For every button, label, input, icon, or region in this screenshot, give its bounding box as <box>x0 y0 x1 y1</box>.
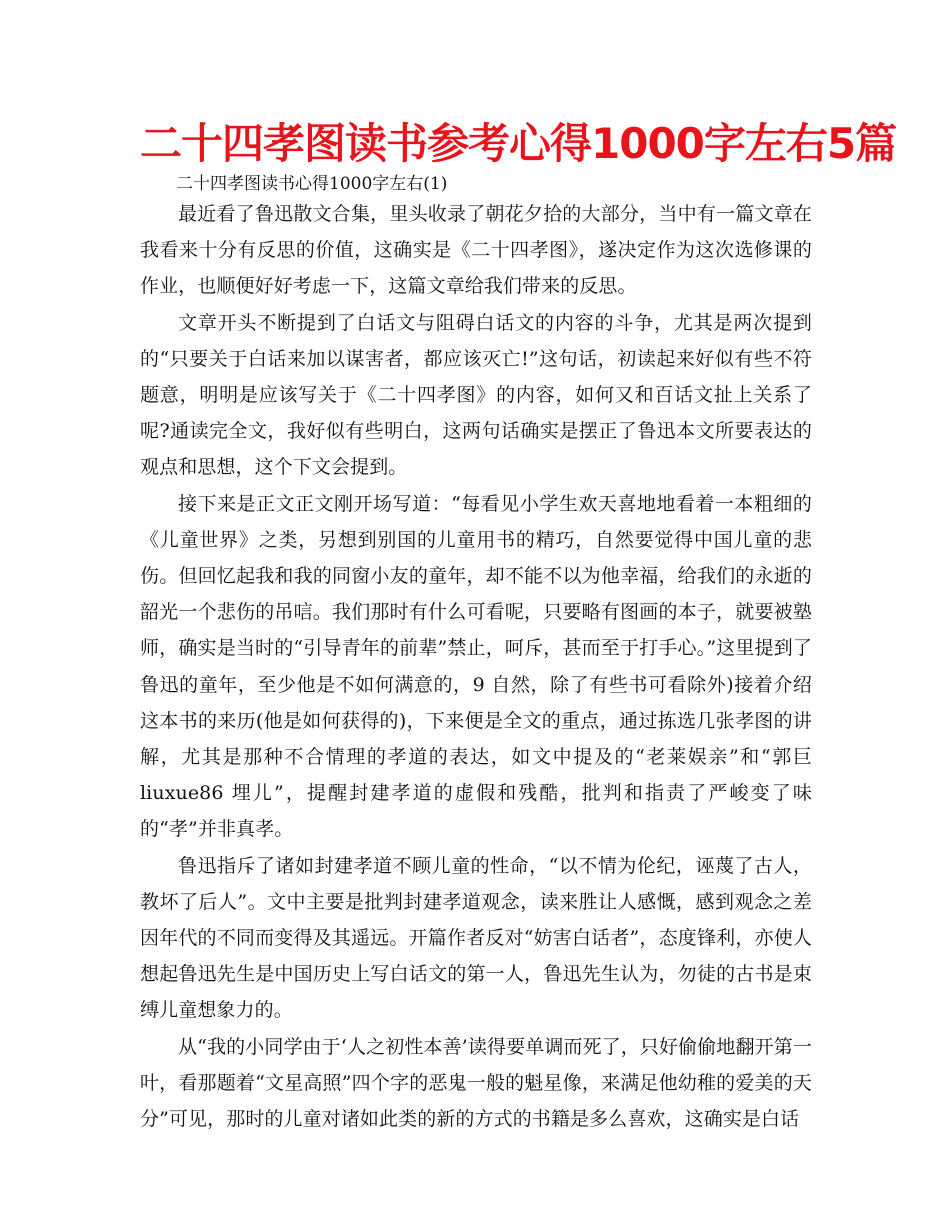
section-subtitle: 二十四孝图读书心得1000字左右(1) <box>176 174 448 194</box>
paragraph: 文章开头不断提到了白话文与阻碍白话文的内容的斗争，尤其是两次提到的“只要关于白话来加以谋害者，都应该灭亡!”这句话，初读起来好似有些不符题意，明明是应该写关于《二十四孝图》的内容，如何又和百话文扯上关系了呢?通读完全文，我好似有些明白，这两句话确实是摆正了鲁迅本文所要表达的观点和思想，这个下文会提到。 <box>140 311 812 479</box>
paragraph: 鲁迅指斥了诸如封建孝道不顾儿童的性命，“以不情为伦纪，诬蔑了古人，教坏了后人”。文中主要是批判封建孝道观念，读来胜让人感慨，感到观念之差因年代的不同而变得及其遥远。开篇作者反对“妨害白话者”，态度锋利，亦使人想起鲁迅先生是中国历史上写白话文的第一人，鲁迅先生认为，勿徒的古书是束缚儿童想象力的。 <box>140 854 812 1022</box>
document-title: 二十四孝图读书参考心得1000字左右5篇 <box>140 119 897 168</box>
paragraph: 从“我的小同学由于‘人之初性本善’读得要单调而死了，只好偷偷地翻开第一叶，看那题着“文星高照”四个字的恶鬼一般的魁星像，来满足他幼稚的爱美的天分”可见，那时的儿童对诸如此类的新的方式的书籍是多么喜欢，这确实是白话 <box>140 1035 812 1131</box>
paragraph: 最近看了鲁迅散文合集，里头收录了朝花夕拾的大部分，当中有一篇文章在我看来十分有反思的价值，这确实是《二十四孝图》，遂决定作为这次选修课的作业，也顺便好好考虑一下，这篇文章给我们带来的反思。 <box>140 203 812 298</box>
document-body <box>140 196 812 1137</box>
paragraph: 接下来是正文正文刚开场写道：“每看见小学生欢天喜地地看着一本粗细的《儿童世界》之类，另想到别国的儿童用书的精巧，自然要觉得中国儿童的悲伤。但回忆起我和我的同窗小友的童年，却不能不以为他幸福，给我们的永逝的韶光一个悲伤的吊唁。我们那时有什么可看呢，只要略有图画的本子，就要被塾师，确实是当时的“引导青年的前辈”禁止，呵斥，甚而至于打手心。”这里提到了鲁迅的童年，至少他是不如何满意的，9 自然，除了有些书可看除外)接着介绍这本书的来历(他是如何获得的)，下来便是全文的重点，通过拣选几张孝图的讲解，尤其是那种不合情理的孝道的表达，如文中提及的“老莱娱亲”和“郭巨 liuxue86 埋儿”，提醒封建孝道的虚假和残酷，批判和指责了严峻变了味的“孝”并非真孝。 <box>140 492 812 841</box>
